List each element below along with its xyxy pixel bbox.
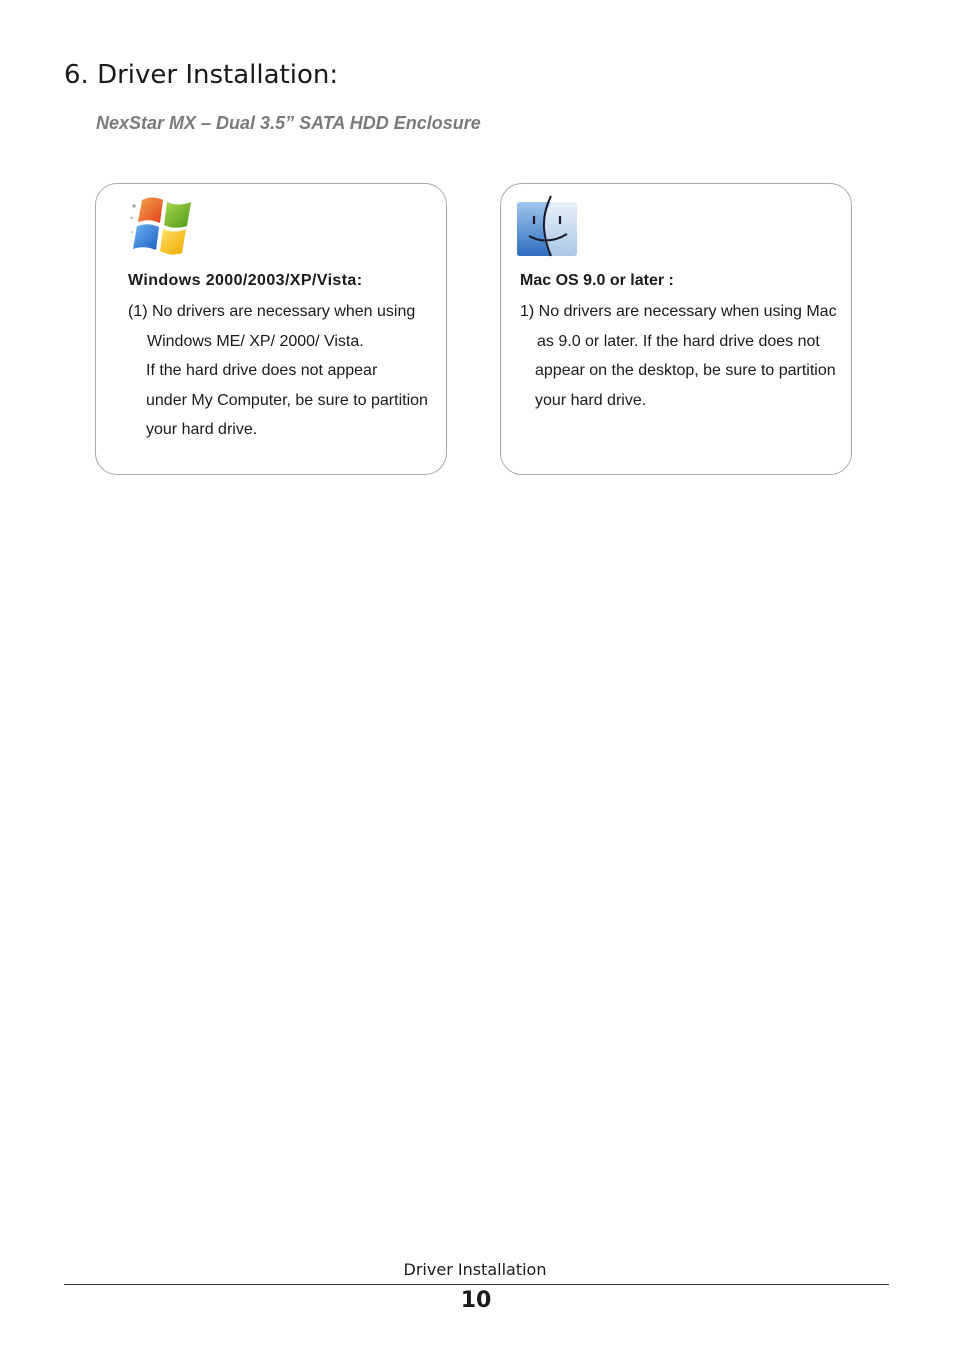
mac-line-3: appear on the desktop, be sure to partition xyxy=(535,362,836,380)
product-subtitle: NexStar MX – Dual 3.5” SATA HDD Enclosure xyxy=(96,113,481,133)
mac-line-2: as 9.0 or later. If the hard drive does not xyxy=(537,332,820,350)
mac-heading: Mac OS 9.0 or later : xyxy=(520,272,674,289)
windows-line-5: your hard drive. xyxy=(146,421,258,439)
mac-finder-icon xyxy=(515,194,579,262)
page-number: 10 xyxy=(460,1288,492,1313)
windows-instructions xyxy=(128,297,438,445)
windows-logo-icon xyxy=(130,194,200,260)
windows-line-2: Windows ME/ XP/ 2000/ Vista. xyxy=(147,332,364,350)
windows-driver-card xyxy=(95,183,447,475)
footer-divider xyxy=(64,1284,889,1285)
mac-line-1: 1) No drivers are necessary when using Mac xyxy=(520,303,837,320)
mac-driver-card xyxy=(500,183,852,475)
windows-line-4: under My Computer, be sure to partition xyxy=(146,391,428,409)
windows-line-1: (1) No drivers are necessary when using xyxy=(128,303,416,320)
section-title: 6. Driver Installation: xyxy=(64,60,339,90)
windows-heading: Windows 2000/2003/XP/Vista: xyxy=(128,272,363,289)
windows-line-3: If the hard drive does not appear xyxy=(146,362,378,380)
mac-instructions xyxy=(520,297,843,415)
mac-line-4: your hard drive. xyxy=(535,391,647,409)
footer-section-label: Driver Installation xyxy=(403,1260,547,1279)
